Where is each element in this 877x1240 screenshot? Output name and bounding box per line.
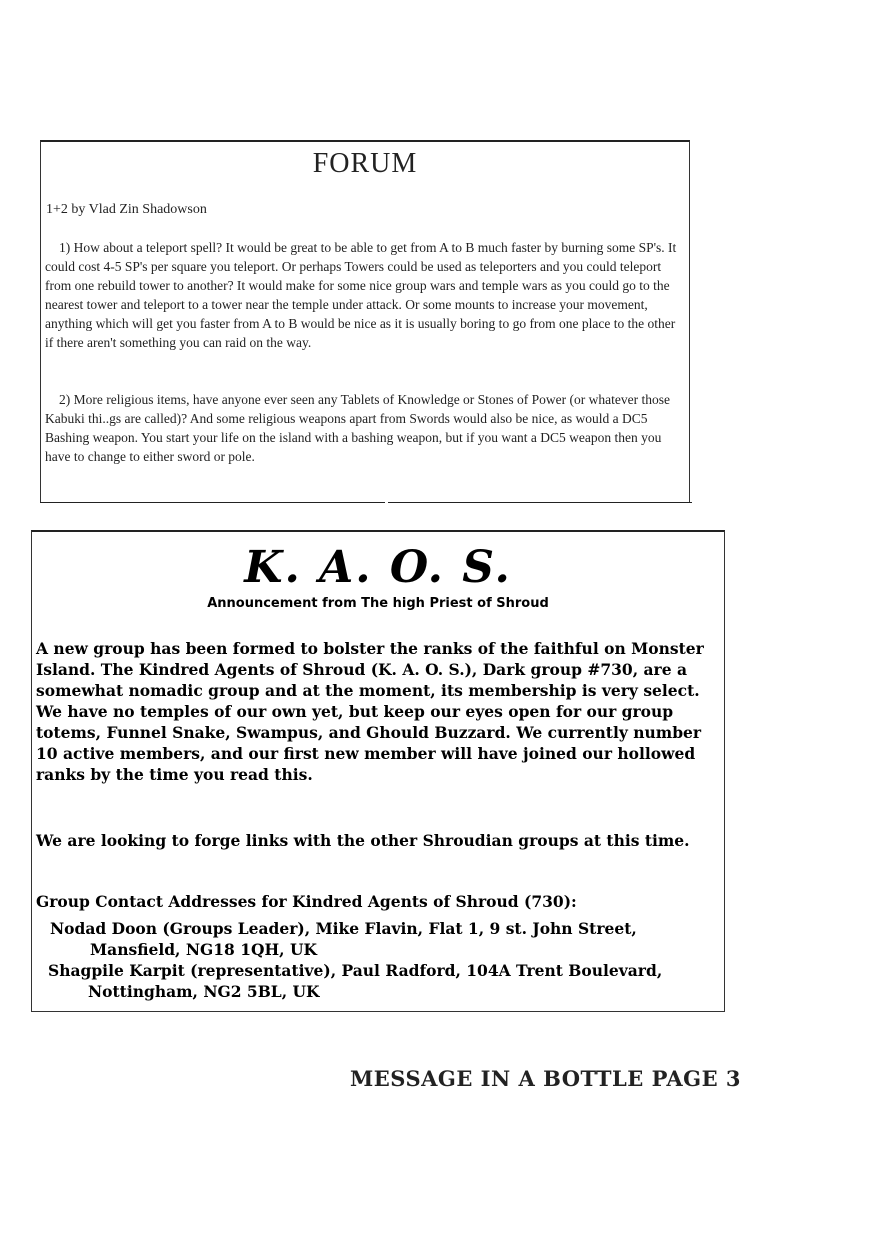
kaos-title: K. A. O. S.: [244, 542, 512, 593]
forum-panel: [40, 140, 690, 502]
forum-bottom-rule-left: [40, 502, 385, 503]
forum-title: FORUM: [312, 148, 418, 179]
kaos-paragraph-2: We are looking to forge links with the other Shroudian groups at this time.: [36, 831, 690, 850]
page-footer: MESSAGE IN A BOTTLE PAGE 3: [350, 1066, 742, 1091]
forum-paragraph-1: 1) How about a teleport spell? It would be great to be able to get from A to B much faster by burning some SP's. It could cost 4-5 SP's per square you teleport. Or perhaps Towers could be used as teleporters and you could teleport from one rebuild tower to another? It would make for some nice group wars and temple wars as you could go to the nearest tower and teleport to a tower near the temple under attack. Or some mounts to increase your movement, anything which will get you faster from A to B would be nice as it is usually boring to go from one place to the other if there aren't something you can raid on the way.: [45, 240, 677, 350]
contact-entry: [50, 918, 637, 960]
contact-line-2: Nottingham, NG2 5BL, UK: [88, 982, 320, 1001]
kaos-paragraph-1: A new group has been formed to bolster the ranks of the faithful on Monster Island. The Kindred Agents of Shroud (K. A. O. S.), Dark group #730, are a somewhat nomadic group and at the moment, its membership is very select. We have no temples of our own yet, but keep our eyes open for our group totems, Funnel Snake, Swampus, and Ghould Buzzard. We currently number 10 active members, and our first new member will have joined our hollowed ranks by the time you read this.: [36, 639, 704, 784]
contact-line-2: Mansfield, NG18 1QH, UK: [90, 940, 317, 959]
forum-bottom-rule-right: [388, 502, 692, 503]
forum-byline: 1+2 by Vlad Zin Shadowson: [46, 202, 207, 217]
contact-line-1: Shagpile Karpit (representative), Paul Radford, 104A Trent Boulevard,: [48, 961, 663, 980]
kaos-subtitle: Announcement from The high Priest of Shroud: [207, 596, 549, 611]
kaos-announcement-panel: [31, 530, 725, 1012]
contacts-heading: Group Contact Addresses for Kindred Agents of Shroud (730):: [36, 892, 577, 911]
contact-line-1: Nodad Doon (Groups Leader), Mike Flavin, Flat 1, 9 st. John Street,: [50, 919, 637, 938]
forum-paragraph-2: 2) More religious items, have anyone ever seen any Tablets of Knowledge or Stones of Power (or whatever those Kabuki thi..gs are called)? And some religious weapons apart from Swords would also be nice, as would a DC5 Bashing weapon. You start your life on the island with a bashing weapon, but if you want a DC5 weapon then you have to change to either sword or pole.: [45, 392, 671, 464]
contact-entry: [48, 960, 662, 1002]
